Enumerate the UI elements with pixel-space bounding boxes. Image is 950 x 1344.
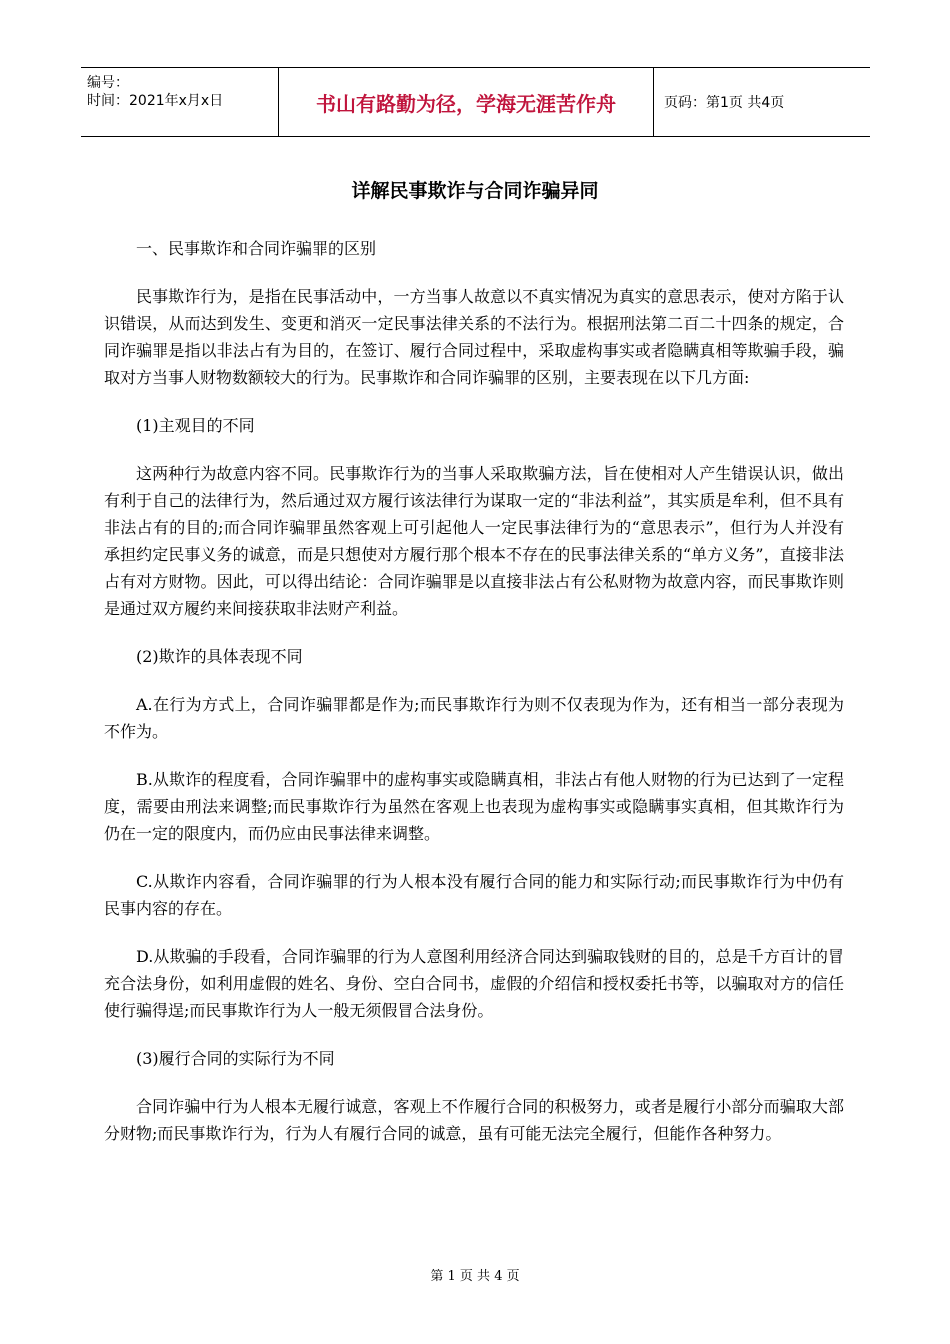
paragraph: C.从欺诈内容看，合同诈骗罪的行为人根本没有履行合同的能力和实际行动;而民事欺诈行为中仍有民事内容的存在。 (104, 872, 844, 918)
paragraph: 这两种行为故意内容不同。民事欺诈行为的当事人采取欺骗方法，旨在使相对人产生错误认识，做出有利于自己的法律行为，然后通过双方履行该法律行为谋取一定的“非法利益”，其实质是牟利，但不具有非法占有的目的;而合同诈骗罪虽然客观上可引起他人一定民事法律行为的“意思表示”，但行为人并没有承担约定民事义务的诚意，而是只想使对方履行那个根本不存在的民事法律关系的“单方义务”，直接非法占有对方财物。因此，可以得出结论：合同诈骗罪是以直接非法占有公私财物为故意内容，而民事欺诈则是通过双方履约来间接获取非法财产利益。 (104, 464, 844, 618)
document-title: 详解民事欺诈与合同诈骗异同 (351, 180, 599, 202)
header-table (81, 67, 870, 137)
paragraph: (2)欺诈的具体表现不同 (136, 647, 303, 666)
paragraph: D.从欺骗的手段看，合同诈骗罪的行为人意图利用经济合同达到骗取钱财的目的，总是千方百计的冒充合法身份，如利用虚假的姓名、身份、空白合同书，虚假的介绍信和授权委托书等，以骗取对方的信任使行骗得逞;而民事欺诈行为人一般无须假冒合法身份。 (104, 947, 844, 1020)
page-footer: 第 1 页 共 4 页 (430, 1269, 520, 1284)
paragraph: 民事欺诈行为，是指在民事活动中，一方当事人故意以不真实情况为真实的意思表示，使对方陷于认识错误，从而达到发生、变更和消灭一定民事法律关系的不法行为。根据刑法第二百二十四条的规定，合同诈骗罪是指以非法占有为目的，在签订、履行合同过程中，采取虚构事实或者隐瞒真相等欺骗手段，骗取对方当事人财物数额较大的行为。民事欺诈和合同诈骗罪的区别，主要表现在以下几方面: (104, 287, 844, 387)
document-body (104, 235, 844, 1168)
paragraph: 一、民事欺诈和合同诈骗罪的区别 (136, 239, 377, 258)
paragraph: 合同诈骗中行为人根本无履行诚意，客观上不作履行合同的积极努力，或者是履行小部分而骗取大部分财物;而民事欺诈行为，行为人有履行合同的诚意，虽有可能无法完全履行，但能作各种努力。 (104, 1097, 844, 1143)
paragraph: (3)履行合同的实际行为不同 (136, 1049, 335, 1068)
page-info: 页码：第1页 共4页 (664, 95, 785, 111)
motto: 书山有路勤为径，学海无涯苦作舟 (279, 68, 654, 136)
date-label: 时间：2021年x月x日 (87, 93, 224, 109)
paragraph: A.在行为方式上，合同诈骗罪都是作为;而民事欺诈行为则不仅表现为作为，还有相当一部分表现为不作为。 (104, 695, 844, 741)
paragraph: B.从欺诈的程度看，合同诈骗罪中的虚构事实或隐瞒真相，非法占有他人财物的行为已达到了一定程度，需要由刑法来调整;而民事欺诈行为虽然在客观上也表现为虚构事实或隐瞒事实真相，但其欺诈行为仍在一定的限度内，而仍应由民事法律来调整。 (104, 770, 844, 843)
header-meta (81, 68, 279, 136)
paragraph: (1)主观目的不同 (136, 416, 255, 435)
number-label: 编号： (87, 75, 129, 91)
